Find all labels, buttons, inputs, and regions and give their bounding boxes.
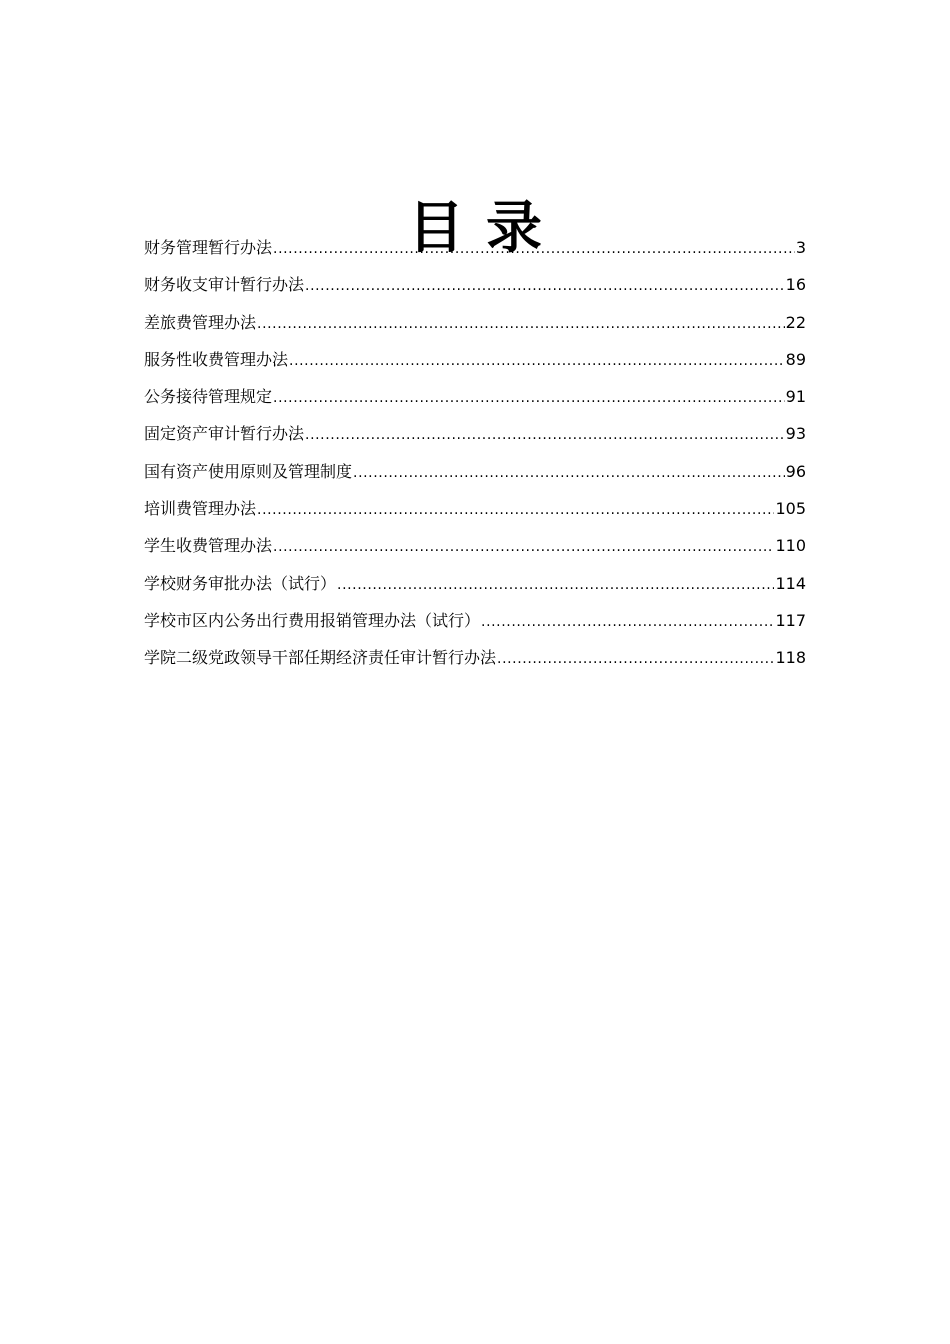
toc-entry[interactable]	[144, 234, 806, 271]
toc-entry-page: 117	[775, 610, 806, 630]
toc-entry-page: 22	[785, 312, 806, 332]
dot-leader	[257, 310, 785, 338]
toc-entry-title: 学院二级党政领导干部任期经济责任审计暂行办法	[144, 648, 497, 668]
toc-entry-title: 差旅费管理办法	[144, 312, 257, 332]
dot-leader	[273, 384, 785, 412]
dot-leader	[305, 421, 785, 449]
toc-entry[interactable]	[144, 532, 806, 569]
toc-entry[interactable]	[144, 644, 806, 681]
toc-entry[interactable]	[144, 383, 806, 420]
toc-entry-page: 118	[775, 648, 806, 668]
toc-entry-title: 学生收费管理办法	[144, 536, 273, 556]
toc-entry-title: 固定资产审计暂行办法	[144, 424, 305, 444]
toc-entry-page: 89	[785, 349, 806, 369]
toc-entry-page: 105	[775, 499, 806, 519]
toc-entry-title: 培训费管理办法	[144, 499, 257, 519]
toc-entry-page: 96	[785, 461, 806, 481]
toc-entry[interactable]	[144, 458, 806, 495]
dot-leader	[257, 496, 774, 524]
dot-leader	[337, 571, 774, 599]
toc-title: 目录	[408, 194, 564, 261]
toc-entry-title: 财务管理暂行办法	[144, 238, 273, 257]
toc-entry-page: 110	[775, 536, 806, 556]
toc-entry-title: 公务接待管理规定	[144, 387, 273, 407]
toc-entry-page: 93	[785, 424, 806, 444]
dot-leader	[305, 272, 785, 300]
toc-entry-title: 国有资产使用原则及管理制度	[144, 461, 353, 481]
toc-entry[interactable]	[144, 346, 806, 383]
toc-entry[interactable]	[144, 495, 806, 532]
dot-leader	[481, 608, 774, 636]
toc-entry[interactable]	[144, 570, 806, 607]
dot-leader	[273, 533, 774, 561]
toc-entry-title: 学校市区内公务出行费用报销管理办法（试行）	[144, 610, 481, 630]
toc-entry-page: 3	[795, 238, 806, 257]
toc-entry-title: 学校财务审批办法（试行）	[144, 573, 337, 593]
toc-entry-page: 16	[785, 275, 806, 295]
dot-leader	[273, 235, 795, 263]
toc-entry[interactable]	[144, 607, 806, 644]
dot-leader	[497, 645, 774, 673]
dot-leader	[289, 347, 785, 375]
toc-entry[interactable]	[144, 309, 806, 346]
toc-entry-page: 114	[775, 573, 806, 593]
toc-entry[interactable]	[144, 271, 806, 308]
toc-entry[interactable]	[144, 420, 806, 457]
toc-entry-page: 91	[785, 387, 806, 407]
toc-list	[144, 234, 806, 682]
toc-entry-title: 服务性收费管理办法	[144, 349, 289, 369]
dot-leader	[353, 459, 785, 487]
toc-entry-title: 财务收支审计暂行办法	[144, 275, 305, 295]
